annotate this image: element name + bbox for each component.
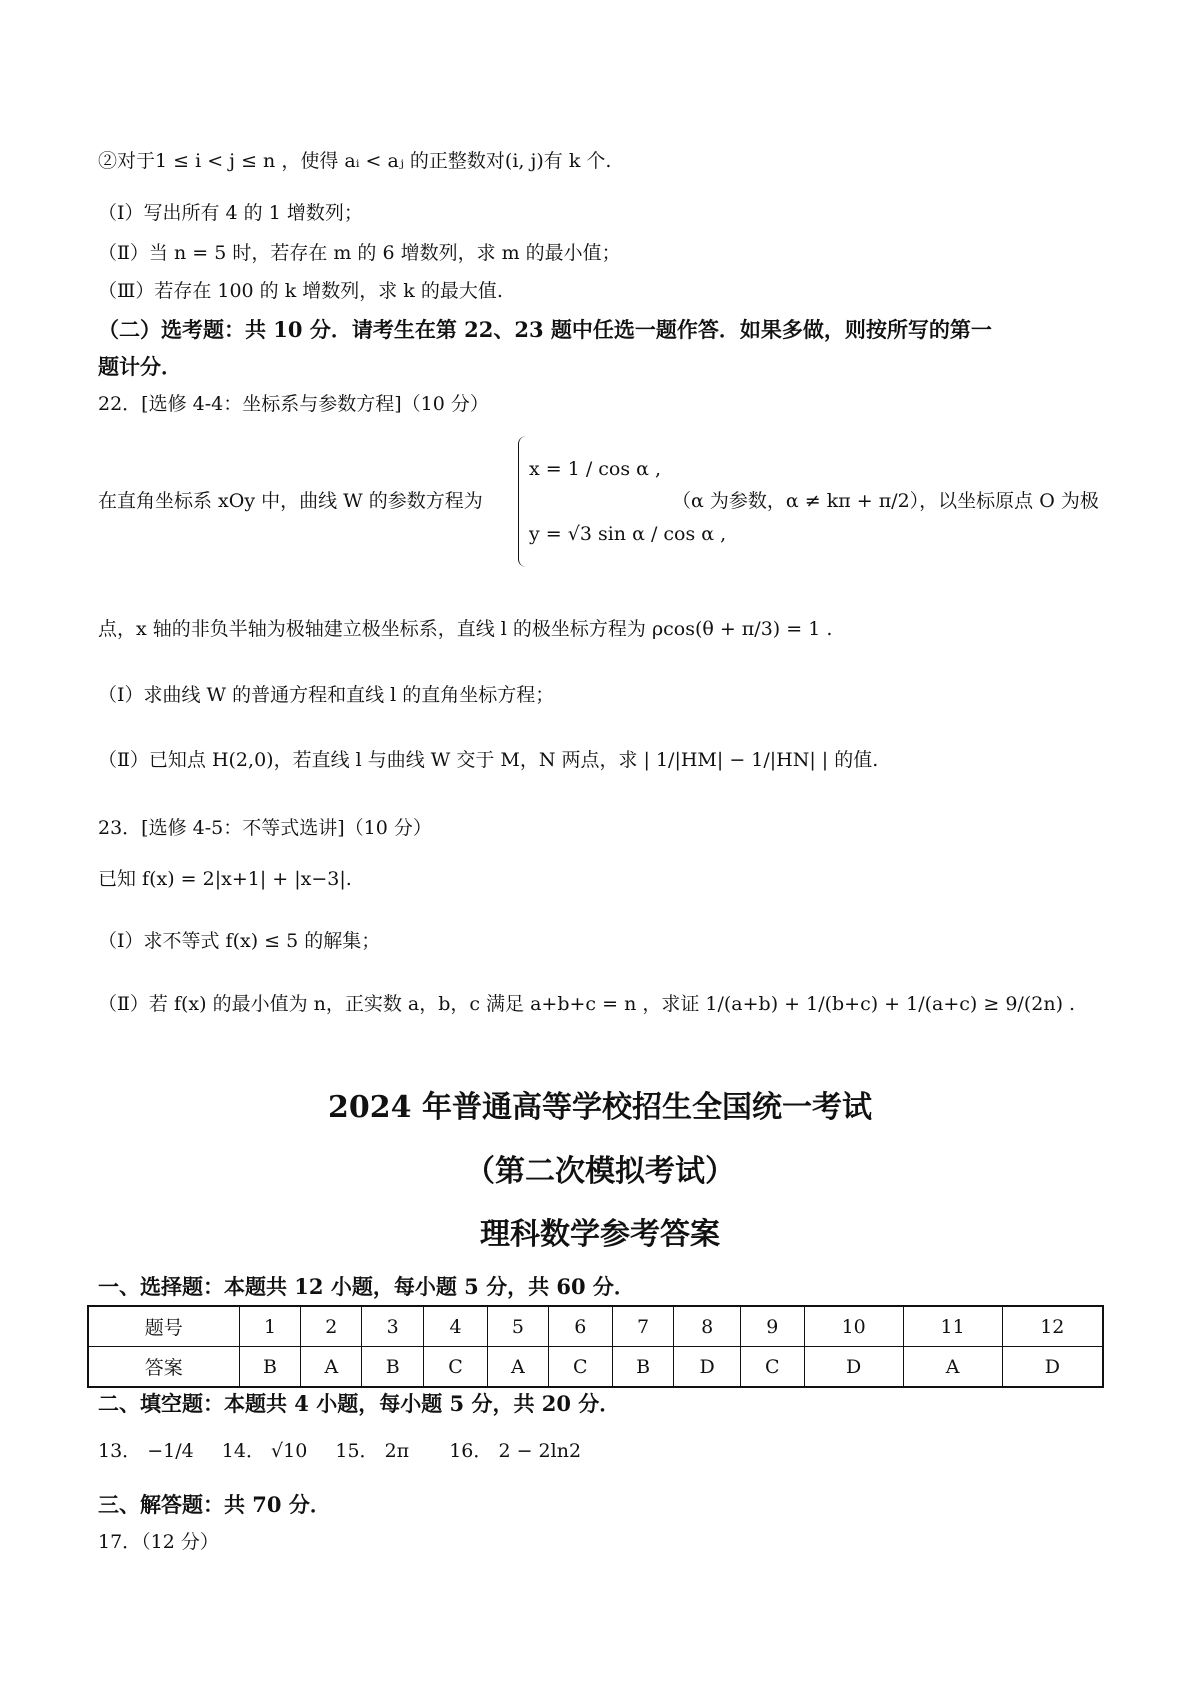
answer-choice: D	[804, 1347, 903, 1388]
q15-label: 15．	[335, 1440, 379, 1462]
q22-part-2: （Ⅱ）已知点 H(2,0)，若直线 l 与曲线 W 交于 M，N 两点，求 | 1/|HM| − 1/|HN| | 的值.	[98, 749, 879, 771]
answer-choice: D	[1002, 1347, 1103, 1388]
q21-part-1: （Ⅰ）写出所有 4 的 1 增数列；	[98, 202, 363, 224]
section2-instructions: （二）选考题：共 10 分．请考生在第 22、23 题中任选一题作答．如果多做，则按所写的第一	[98, 317, 992, 342]
answer-choice: C	[740, 1347, 804, 1388]
answer-subtitle: （第二次模拟考试）	[465, 1154, 735, 1189]
section-choice-heading: 一、选择题：本题共 12 小题，每小题 5 分，共 60 分．	[98, 1274, 635, 1299]
answer-choice: B	[362, 1347, 424, 1388]
question-number: 9	[740, 1306, 804, 1347]
question-number: 10	[804, 1306, 903, 1347]
q23-given: 已知 f(x) = 2|x+1| + |x−3|.	[98, 868, 352, 890]
q21-part-2: （Ⅱ）当 n = 5 时，若存在 m 的 6 增数列，求 m 的最小值；	[98, 242, 621, 264]
question-number: 11	[903, 1306, 1002, 1347]
answer-choice: A	[903, 1347, 1002, 1388]
q13-label: 13．	[98, 1440, 142, 1462]
section-fill-heading: 二、填空题：本题共 4 小题，每小题 5 分，共 20 分．	[98, 1391, 621, 1416]
row-label-answer: 答案	[88, 1347, 239, 1388]
question-number: 1	[239, 1306, 301, 1347]
q17-heading: 17．（12 分）	[98, 1531, 219, 1553]
q22-condition: （α 为参数，α ≠ kπ + π/2），以坐标原点 O 为极	[672, 490, 1099, 512]
eq-y: y = √3 sin α / cos α ,	[529, 522, 727, 545]
q23-part-2: （Ⅱ）若 f(x) 的最小值为 n，正实数 a，b，c 满足 a+b+c = n ，求证 1/(a+b) + 1/(b+c) + 1/(a+c) ≥ 9/(2n) .	[98, 993, 1076, 1015]
q16-label: 16．	[449, 1440, 493, 1462]
answer-choice: A	[301, 1347, 362, 1388]
question-number: 2	[301, 1306, 362, 1347]
answer-choice: B	[239, 1347, 301, 1388]
answer-choice: D	[674, 1347, 740, 1388]
q22-intro: 在直角坐标系 xOy 中，曲线 W 的参数方程为	[98, 490, 483, 512]
row-label-question: 题号	[88, 1306, 239, 1347]
answer-choice: B	[612, 1347, 674, 1388]
fill-answers	[98, 1442, 581, 1461]
q22-part-1: （Ⅰ）求曲线 W 的普通方程和直线 l 的直角坐标方程；	[98, 684, 555, 706]
answer-choice: C	[424, 1347, 488, 1388]
section2-instructions-cont: 题计分．	[98, 354, 182, 379]
q14-label: 14．	[221, 1440, 265, 1462]
q21-condition-2: ②对于1 ≤ i < j ≤ n ，使得 aᵢ < aⱼ 的正整数对(i, j)有 k 个.	[98, 150, 612, 172]
q23-part-1: （Ⅰ）求不等式 f(x) ≤ 5 的解集；	[98, 930, 381, 952]
answer-heading: 理科数学参考答案	[480, 1217, 720, 1252]
question-number: 12	[1002, 1306, 1103, 1347]
q23-heading: 23．[选修 4-5：不等式选讲]（10 分）	[98, 817, 432, 839]
q14-answer: √10	[271, 1440, 308, 1462]
question-number: 3	[362, 1306, 424, 1347]
section-solution-heading: 三、解答题：共 70 分．	[98, 1492, 331, 1517]
answer-table	[87, 1305, 1104, 1388]
answer-choice: C	[548, 1347, 612, 1388]
q22-polar: 点，x 轴的非负半轴为极轴建立极坐标系，直线 l 的极坐标方程为 ρcos(θ + π/3) = 1 .	[98, 618, 833, 640]
question-number: 6	[548, 1306, 612, 1347]
question-number: 8	[674, 1306, 740, 1347]
q15-answer: 2π	[384, 1440, 410, 1462]
answer-choice: A	[487, 1347, 548, 1388]
eq-x: x = 1 / cos α ,	[529, 457, 662, 480]
q13-answer: −1/4	[147, 1440, 194, 1462]
answer-title: 2024 年普通高等学校招生全国统一考试	[328, 1090, 872, 1125]
question-number: 5	[487, 1306, 548, 1347]
question-number: 7	[612, 1306, 674, 1347]
q16-answer: 2 − 2ln2	[498, 1440, 582, 1462]
question-number: 4	[424, 1306, 488, 1347]
q21-part-3: （Ⅲ）若存在 100 的 k 增数列，求 k 的最大值.	[98, 280, 503, 302]
q22-heading: 22．[选修 4-4：坐标系与参数方程]（10 分）	[98, 393, 489, 415]
